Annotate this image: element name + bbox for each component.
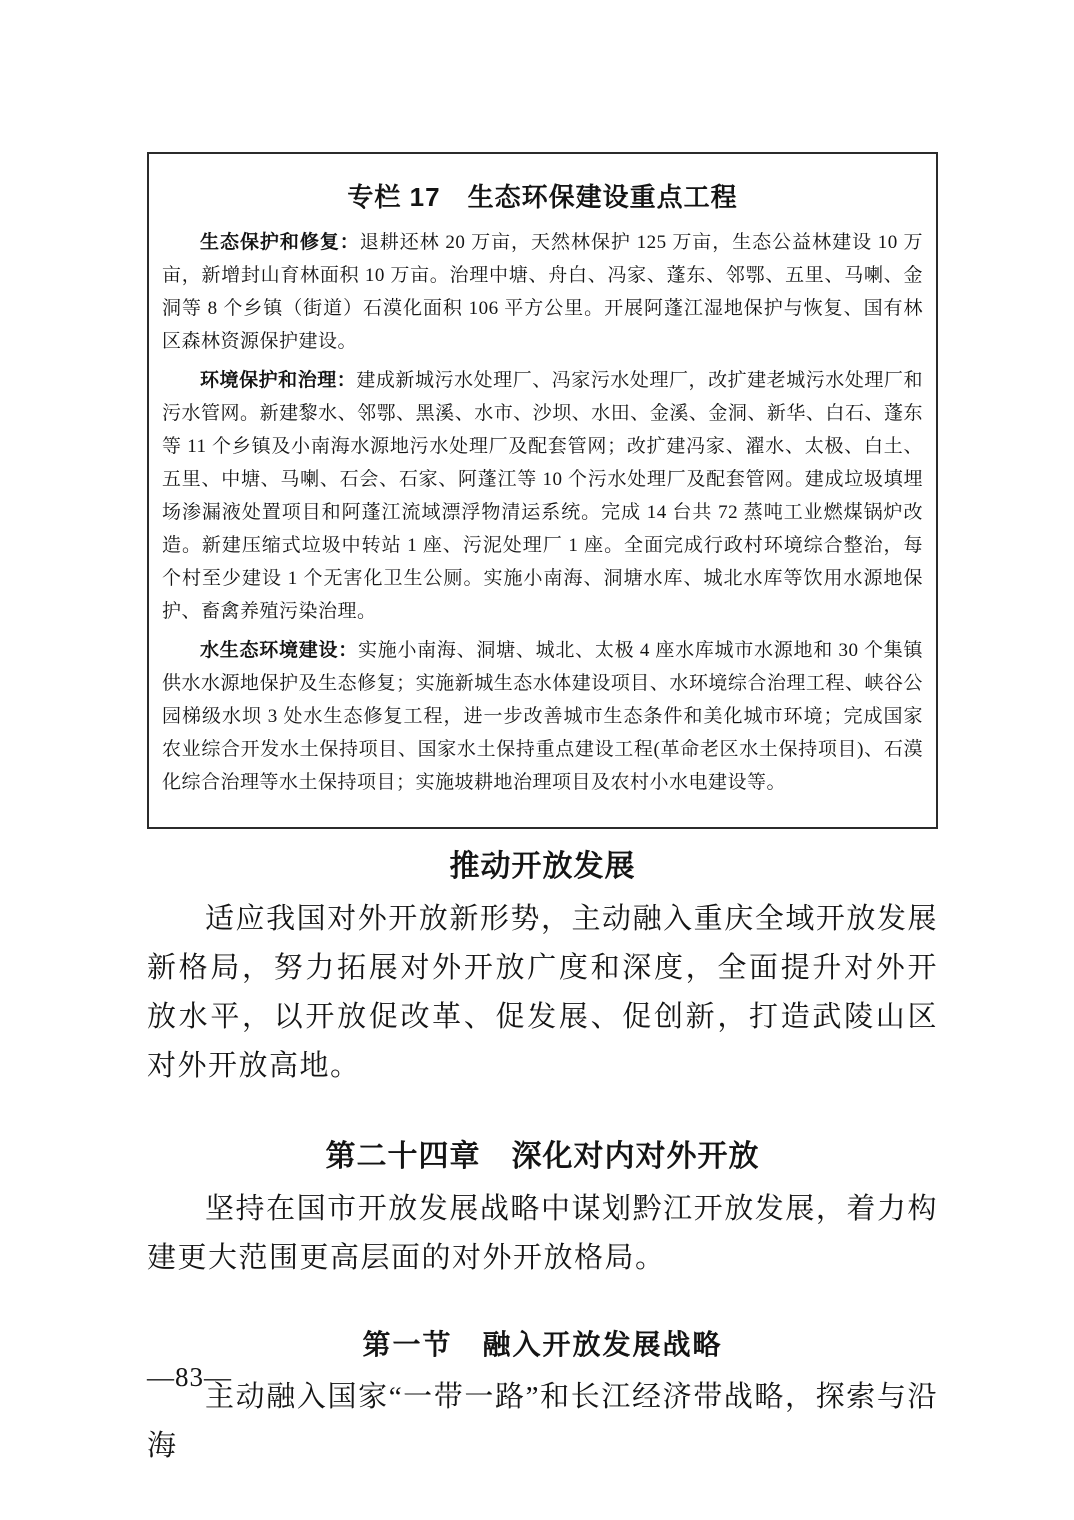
body-paragraph-chapter-24: 坚持在国市开放发展战略中谋划黔江开放发展，着力构建更大范围更高层面的对外开放格局。 — [147, 1193, 938, 1274]
page-number: —83— — [147, 1362, 232, 1392]
box-paragraph-label: 生态保护和修复： — [200, 232, 360, 253]
box-paragraph-water-ecology — [162, 634, 923, 799]
box-paragraph-text: 建成新城污水处理厂、冯家污水处理厂，改扩建老城污水处理厂和污水管网。新建黎水、邻鄂、黑溪、水市、沙坝、水田、金溪、金洞、新华、白石、蓬东等 11 个乡镇及小南海水源地污水处理厂及配套管网；改扩建冯家、濯水、太极、白土、五里、中塘、马喇、石会、石家、阿蓬江等 10 个污水处理厂及配套管网。建成垃圾填埋场渗漏液处置项目和阿蓬江流域漂浮物清运系统。完成 14 台共 72 蒸吨工业燃煤锅炉改造。新建压缩式垃圾中转站 1 座、污泥处理厂 1 座。全面完成行政村环境综合整治，每个村至少建设 1 个无害化卫生公厕。实施小南海、洞塘水库、城北水库等饮用水源地保护、畜禽养殖污染治理。 — [162, 370, 923, 622]
box-paragraph-text: 退耕还林 20 万亩，天然林保护 125 万亩，生态公益林建设 10 万亩，新增封山育林面积 10 万亩。治理中塘、舟白、冯家、蓬东、邻鄂、五里、马喇、金洞等 8 个乡镇（街道）石漠化面积 106 平方公里。开展阿蓬江湿地保护与恢复、国有林区森林资源保护建设。 — [162, 232, 923, 352]
body-paragraph-section-1: 主动融入国家“一带一路”和长江经济带战略，探索与沿海 — [147, 1381, 938, 1462]
box-paragraph-ecological-protection — [162, 226, 923, 358]
subsection-heading-section-1: 第一节 融入开放发展战略 — [362, 1330, 723, 1361]
page-content — [147, 152, 938, 1471]
box-paragraph-label: 环境保护和治理： — [200, 370, 357, 391]
callout-box-title: 专栏 17 生态环保建设重点工程 — [347, 182, 738, 212]
box-paragraph-label: 水生态环境建设： — [200, 640, 358, 661]
box-paragraph-text: 实施小南海、洞塘、城北、太极 4 座水库城市水源地和 30 个集镇供水水源地保护及生态修复；实施新城生态水体建设项目、水环境综合治理工程、峡谷公园梯级水坝 3 处水生态修复工程，进一步改善城市生态条件和美化城市环境；完成国家农业综合开发水土保持项目、国家水土保持重点建设工程(革命老区水土保持项目)、石漠化综合治理等水土保持项目；实施坡耕地治理项目及农村小水电建设等。 — [162, 640, 923, 793]
box-paragraph-environment-treatment — [162, 364, 923, 628]
chapter-heading-24: 第二十四章 深化对内对外开放 — [325, 1140, 760, 1173]
body-paragraph-open-development: 适应我国对外开放新形势，主动融入重庆全域开放发展新格局，努力拓展对外开放广度和深度，全面提升对外开放水平，以开放促改革、促发展、促创新，打造武陵山区对外开放高地。 — [147, 903, 938, 1082]
callout-box — [147, 152, 938, 829]
section-heading-open-development: 推动开放发展 — [449, 850, 636, 883]
